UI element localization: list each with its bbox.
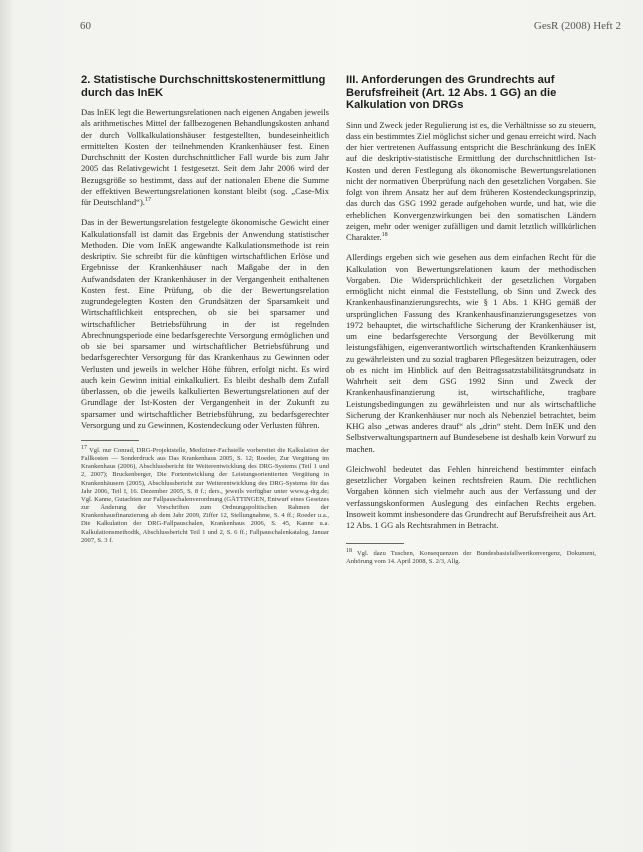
- footnote-number: 18: [346, 548, 352, 555]
- footnote-divider: [81, 440, 139, 441]
- footnote-marker: 17: [144, 197, 151, 204]
- left-column: [81, 74, 329, 545]
- paragraph: Das InEK legt die Bewertungsrelationen nach eigenen Angaben jeweils als arithmetisches Mittel der fallbezogenen Behandlungskosten anhand der durch Vollkalkulationshäuser festgestellten, bundeseinheitlich ermittelten Kosten der teilnehmenden Krankenhäuser fest. Einen Durchschnitt der Kosten durchschnittlicher Fall wurde bis zum Jahr 2005 das Relativgewicht 1 festgesetzt. Seit dem Jahr 2006 wird der Bezugsgröße so bestimmt, dass auf der nationalen Ebene die Summe der effektiven Bewertungsrelationen konstant bleibt (sog. „Case-Mix für Deutschland“).$^{17}$: [81, 107, 329, 207]
- footnote-number: 17: [81, 444, 87, 451]
- footnote-divider: [346, 543, 404, 544]
- paragraph: Sinn und Zweck jeder Regulierung ist es, die Verhältnisse so zu steuern, dass ein bestimmtes Ziel möglichst sicher und genau erreicht wird. Nach der hier vertretenen Auffassung entspricht die Beschränkung des InEK auf die deskriptiv-statistische Ermittlung der durchschnittlichen Ist-Kosten und deren Festlegung als ökonomische Bewertungsrelationen nicht der normativen Überprüfung nach den gesetzlichen Vorgaben. Sie folgt von ihrem Ansatz her auf dem früheren Kostendeckungsprinzip, das durch das GSG 1992 gerade aufgehoben wurde, und hat, wie die erheblichen Konvergenzwirkungen bei den somatischen Ländern zeigen, mehr oder weniger zufälligen und damit letztlich willkürlichen Charakter.$^{18}$: [346, 119, 596, 242]
- running-header: [80, 20, 621, 36]
- paragraph: Allerdings ergeben sich wie gesehen aus dem einfachen Recht für die Kalkulation von Bewertungsrelationen kaum der methodischen Vorgaben. Die Widersprüchlichkeit der gesetzlichen Vorgaben ermöglicht nicht einmal die Feststellung, ob Sinn und Zweck des Krankenhausfinanzierungsrechts, wie § 1 Abs. 1 KHG gemäß der ursprünglichen Fassung des Krankenhausfinanzierungsgesetzes von 1972 behauptet, die wirtschaftliche Sicherung der Krankenhäuser ist, um eine bedarfsgerechte Versorgung der Bevölkerung mit leistungsfähigen, eigenverantwortlich wirtschaftenden Krankenhäusern zu gewährleisten und zu sozial tragbaren Pflegesätzen beizutragen, oder ob es nicht im Hinblick auf den Beitragssatzstabilitätsgrundsatz in Wahrheit seit dem GSG 1992 Sinn und Zweck der Krankenhausfinanzierung ist, wirtschaftliche, tragbare Leistungsbedingungen zu gewährleisten und nur als wirtschaftliche Sicherung der Krankenhäuser nur noch als Nebenziel betrachtet, beim KHG also „etwas anderes drauf“ als „drin“ steht. Dem InEK und den Selbstverwaltungspartnern auf Bundesebene ist deshalb kein Vorwurf zu machen.: [346, 252, 596, 454]
- footnote-18: $^{18}$ Vgl. dazu Tuschen, Konsequenzen der Bundesbasisfallwertkonvergenz, Dokument, Anhörung vom 14. April 2008, S. 2/3, Allg.: [346, 548, 596, 566]
- journal-reference: GesR (2008) Heft 2: [533, 20, 621, 32]
- footnote-marker: 18: [381, 232, 388, 239]
- paragraph: Das in der Bewertungsrelation festgelegte ökonomische Gewicht einer Kalkulationsfall ist damit das Ergebnis der Anwendung statistischer Methoden. Die vom InEK angewandte Kalkulationsmethode ist rein deskriptiv. Sie schreibt für die künftigen wirtschaftlichen Erlöse und Ergebnisse der Krankenhäuser nach Maßgabe der in den Aufwandsdaten der Krankenhäuser in der Vergangenheit enthaltenen Kosten fest. Eine Prüfung, ob die der Bewertungsrelation zugrundegelegten Kosten den Grundsätzen der Sparsamkeit und Wirtschaftlichkeit entsprechen, ob sie bei sparsamer und wirtschaftlicher Betriebsführung in der ist regelnden Abrechnungsperiode eine bedarfsgerechte Versorgung ermöglichen und ob sie bei sparsamer und wirtschaftlicher Betriebsführung und bedarfsgerechter Versorgung für das Krankenhaus zu Gewinnen oder Verlusten und jeweils in welcher Höhe führen, erfolgt nicht. Es wird auch kein Gewinn initial einkalkuliert. Es bleibt deshalb dem Zufall überlassen, ob die jeweils kalkulierten Bewertungsrelationen auf der Grundlage der Ist-Kosten der Vergangenheit in der Zukunft zu sparsamer und wirtschaftlicher Betriebsführung, zu bedarfsgerechter Versorgung und zu Gewinnen, Kostendeckung oder Verlusten führen.: [81, 217, 329, 430]
- page-number: 60: [80, 20, 91, 32]
- right-column: [346, 74, 596, 567]
- footnote-17: $^{17}$ Vgl. nur Conrad, DRG-Projektstelle, Mediziner-Fachstelle vorbereitet die Kalkulation der Fallkosten — Sonderdruck aus Das Krankenhaus 2005, S. 12; Roeder, Zur Vergütung im Krankenhaus (2006), Abschlussbericht für Weiterentwicklung des DRG-Systems (Teil 1 und 2, 2007); Bruckenberger, Die Fortentwicklung der Leistungsorientierten Vergütung in Krankenhäusern (2005), Abschlussbericht zur Weiterentwicklung des DRG-Systems für das Jahr 2006, Teil I, 16. Dezember 2005, S. 8 f.; ders., jeweils verfügbar unter www.g-drg.de; Vgl. Kanne, Gutachten zur Fallpauschalenverordnung (GÄTTINGEN, Entwurf eines Gesetzes zur Änderung der Vorschriften zum Ordnungspolitischen Rahmen der Krankenhausfinanzierung ab dem Jahr 2009, Ziffer 12, Stellungnahme, S. 4 ff.; Roeder u.a., Die Kalkulation der DRG-Fallpauschalen, Krankenhaus 2006, S. 45, Kanne u.a. Kalkulationsmethodik, Abschlussbericht Teil 1 und 2, S. 6 ff.; Fallpauschalenkatalog, Januar 2007, S. 3 f.: [81, 444, 329, 544]
- paragraph: Gleichwohl bedeutet das Fehlen hinreichend bestimmter einfach gesetzlicher Vorgaben keinen rechtsfreien Raum. Die rechtlichen Vorgaben können sich vielmehr auch aus der Verfassung und der verfassungskonformen Auslegung des einfachen Rechts ergeben. Insoweit kommt insbesondere das Grundrecht auf Berufsfreiheit aus Art. 12 Abs. 1 GG als Rechtsrahmen in Betracht.: [346, 463, 596, 530]
- section-heading-statistics: 2. Statistische Durchschnittskostenermittlung durch das InEK: [81, 74, 326, 99]
- section-heading-fundamental-rights: III. Anforderungen des Grundrechts auf Berufsfreiheit (Art. 12 Abs. 1 GG) an die Kalkulation von DRGs: [346, 74, 557, 111]
